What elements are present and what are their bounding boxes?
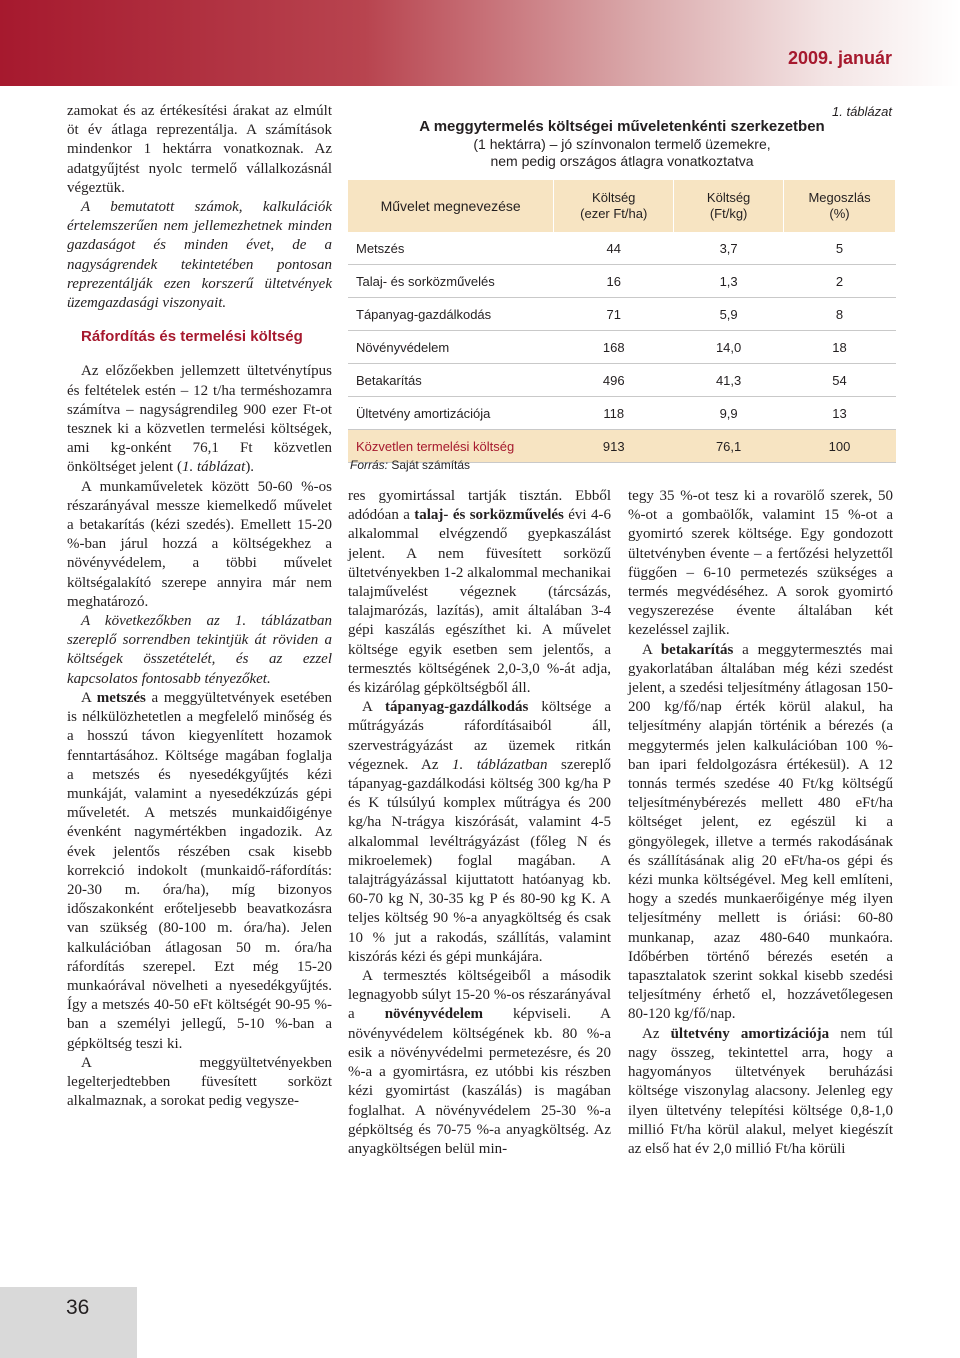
header-share: Megoszlás (%) [784,180,896,232]
table-number: 1. táblázat [832,104,892,119]
paragraph: A metszés a meggyültetvények esetében is nélkülözhetetlen a megfelelő minőség és a hosszú távon kiegyenlített hozamok fenntartásához. Költsége magában foglalja a metszés és nyesedékgyűjtés kézi munkáját, valamint a nyesedékzúzás gépi műveletét. A metszés munkaidőigénye évenként nagymértékben ingadozik. Az évek jelentős részében csak kisebb korrekció indokolt (munkaidő-ráfordítás: 20-30 m. óra/ha), míg bizonyos időszakonként erőteljesebb beavatkozásra van szükség (80-100 m. óra/ha). Jelen kalkulációban átlagosan 50 m. óra/ha ráfordítás szerepel. Ezt még 15-20 munkaórával növelheti a nyesedékgyűjtés. Így a metszés 40-50 eFt költségét 90-95 %-ban a személyi jellegű, 5-10 %-ban a gépköltség teszi ki. [67,689,332,1052]
paragraph: tegy 35 %-ot tesz ki a rovarölő szerek, 50 %-ot a gombaölők, valamint 15 %-ot a gyomirtó szerek költsége. Egy gondozott ültetvényben évente – a fertőzési helyzettől függően – 6-10 permetezés szükséges a termés megvédéséhez. A sorok gyomirtó vegyszerezése évente általában két kezeléssel zajlik. [628,488,893,639]
column-2 [348,487,611,1159]
paragraph: A munkaműveletek között 50-60 %-os részarányával messze kiemelkedő művelet a betakarítás (kézi szedés). Emellett 15-20 %-ban járul hozzá a költségekhez a növényvédelem, a többi művelet költségalakító szerepe annyira már nem meghatározó. [67,478,332,610]
table-total-row: Közvetlen termelési költség 913 76,1 100 [348,430,896,463]
table-row: Betakarítás 496 41,3 54 [348,364,896,397]
page-number: 36 [66,1296,90,1319]
column-1 [67,102,332,1111]
table-header-row [348,180,896,232]
header-operation: Művelet megnevezése [348,180,554,232]
paragraph: Az előzőekben jellemzett ültetvénytípus és feltételek estén – 12 t/ha terméshozamra számítva – nagyságrendileg 900 ezer Ft-ot tesznek ki a közvetlen termelési költségek, ami kg-onként 76,1 Ft közvetlen önköltséget jelent (1. táblázat). [67,363,332,476]
paragraph: A meggyültetvényekben legelterjedtebben füvesített sorközt alkalmaznak, a sorokat pedig vegysze- [67,1054,332,1110]
paragraph: Az ültetvény amortizációja nem túl nagy összeg, tekintettel arra, hogy a hagyományos ültetvények beruházási költsége viszonylag alacsony. Jelenleg egy ilyen ültetvény telepítési költsége 0,8-1,0 millió Ft/ha körül alakul, melyet kiegészít az első hat év 2,0 millió Ft/ha körüli [628,1025,893,1157]
header-cost-ha: Költség (ezer Ft/ha) [554,180,674,232]
paragraph: A betakarítás a meggytermesztés mai gyakorlatában általában még kézi szedést jelent, a szedési teljesítmény átlagosan 150-200 kg/fő/nap érték körül alakul, ha teljesítmény alapján történik a bérezés (a meggytermés jelen kalkulációban 100 %-ban ipari feldolgozásra értékesül). A 12 tonnás termés szedése 40 Ft/kg költségű teljesítménybérezés mellett 480 eFt/ha költséget jelent, ez egészül ki a göngyölegek, illetve a termés rakodásának és szállításának alig 20 eFt/ha-os gépi és kézi munka költségével. Meg kell említeni, hogy a szedés munkaerőigénye még ilyen teljesítmény mellett is óriási: 60-80 munkanap, azaz 480-640 munkaóra. Időbérben történő bérezés esetén a tapasztalatok szerint sokkal kisebb szedési teljesítmény érhető el, hozzávetőlegesen 80-120 kg/fő/nap. [628,641,893,1023]
issue-date: 2009. január [787,48,892,68]
table-row: Metszés 44 3,7 5 [348,232,896,265]
table-subtitle: (1 hektárra) – jó színvonalon termelő üzemekre, nem pedig országos átlagra vonatkoztatva [473,136,771,169]
paragraph-italic: A bemutatott számok, kalkulációk értelemszerűen nem jellemezhetnek minden gazdaságot és minden évet, de a nagyságrendek tekintetében pontosan reprezentálják ezen korszerű ültetvények üzemgazdasági viszonyait. [67,199,332,312]
paragraph: zamokat és az értékesítési árakat az elmúlt öt év átlaga reprezentálja. A számítások mindenkor 1 hektárra vonatkoznak. Az adatgyűjtést nyolc termelő vállalkozásnál végeztük. [67,103,332,196]
header-cost-kg: Költség (Ft/kg) [674,180,784,232]
table-row: Ültetvény amortizációja 118 9,9 13 [348,397,896,430]
cost-table [348,180,896,463]
table-row: Növényvédelem 168 14,0 18 [348,331,896,364]
column-3 [628,487,893,1159]
paragraph: res gyomirtással tartják tisztán. Ebből adódóan a talaj- és sorközművelés évi 4-6 alkalommal elvégzendő gyepkaszálást jelent. A nem füvesített sorközű ültetvényekben 1-2 alkalommal mechanikai talajművelést végeznek (tárcsázás, talajmarózás, lazítás), amit általában 3-4 gépi kaszálás egészíthet ki. A művelet költsége egyik esetben sem jelentős, a termesztés költségének 2,0-3,0 %-át adja, és kizárólag gépköltségből áll. [348,488,611,697]
table-source: Forrás: Saját számítás [350,458,471,472]
table-row: Talaj- és sorközművelés 16 1,3 2 [348,265,896,298]
table-row: Tápanyag-gazdálkodás 71 5,9 8 [348,298,896,331]
paragraph-italic: A következőkben az 1. táblázatban szereplő sorrendben tekintjük át röviden a költségek összetételét, és az ezzel kapcsolatos fontosabb tényezőket. [67,613,332,687]
paragraph: A tápanyag-gazdálkodás költsége a műtrágyázás ráfordításaiból áll, szervestrágyázást az üzemek ritkán végeznek. Az 1. táblázatban szereplő tápanyag-gazdálkodási költség 300 kg/ha P és K túlsúlyú komplex műtrágya és 200 kg/ha N-trágya kiszórását, valamint 4-5 alkalommal levéltrágyázást (főleg N és mikroelemek) foglal magában. A talajtrágyázással kijuttatott hatóanyag kb. 60-70 kg N, 30-35 kg P és 80-90 kg K. A teljes költség 90 %-a anyagköltség és csak 10 % jut a rakodás, szállítás, valamint kiszórás kézi és gépi munkájára. [348,699,611,965]
header-band [0,0,960,86]
table-title: A meggytermelés költségei műveletenkénti szerkezetben [419,118,825,135]
section-heading: Ráfordítás és termelési költség [81,328,303,346]
paragraph: A termesztés költségeiből a második legnagyobb súlyt 15-20 %-os részarányával a növényvédelem képviseli. A növényvédelem költségének kb. 80 %-a esik a növényvédelmi permetezésre, és 20 %-a a gyomirtásra, ez utóbbi kis részben kézi gyomirtást (kaszálás) is magában foglalhat. A növényvédelem 25-30 %-a gépköltség és 70-75 %-a anyagköltség. Az anyagköltségen belül min- [348,968,611,1157]
